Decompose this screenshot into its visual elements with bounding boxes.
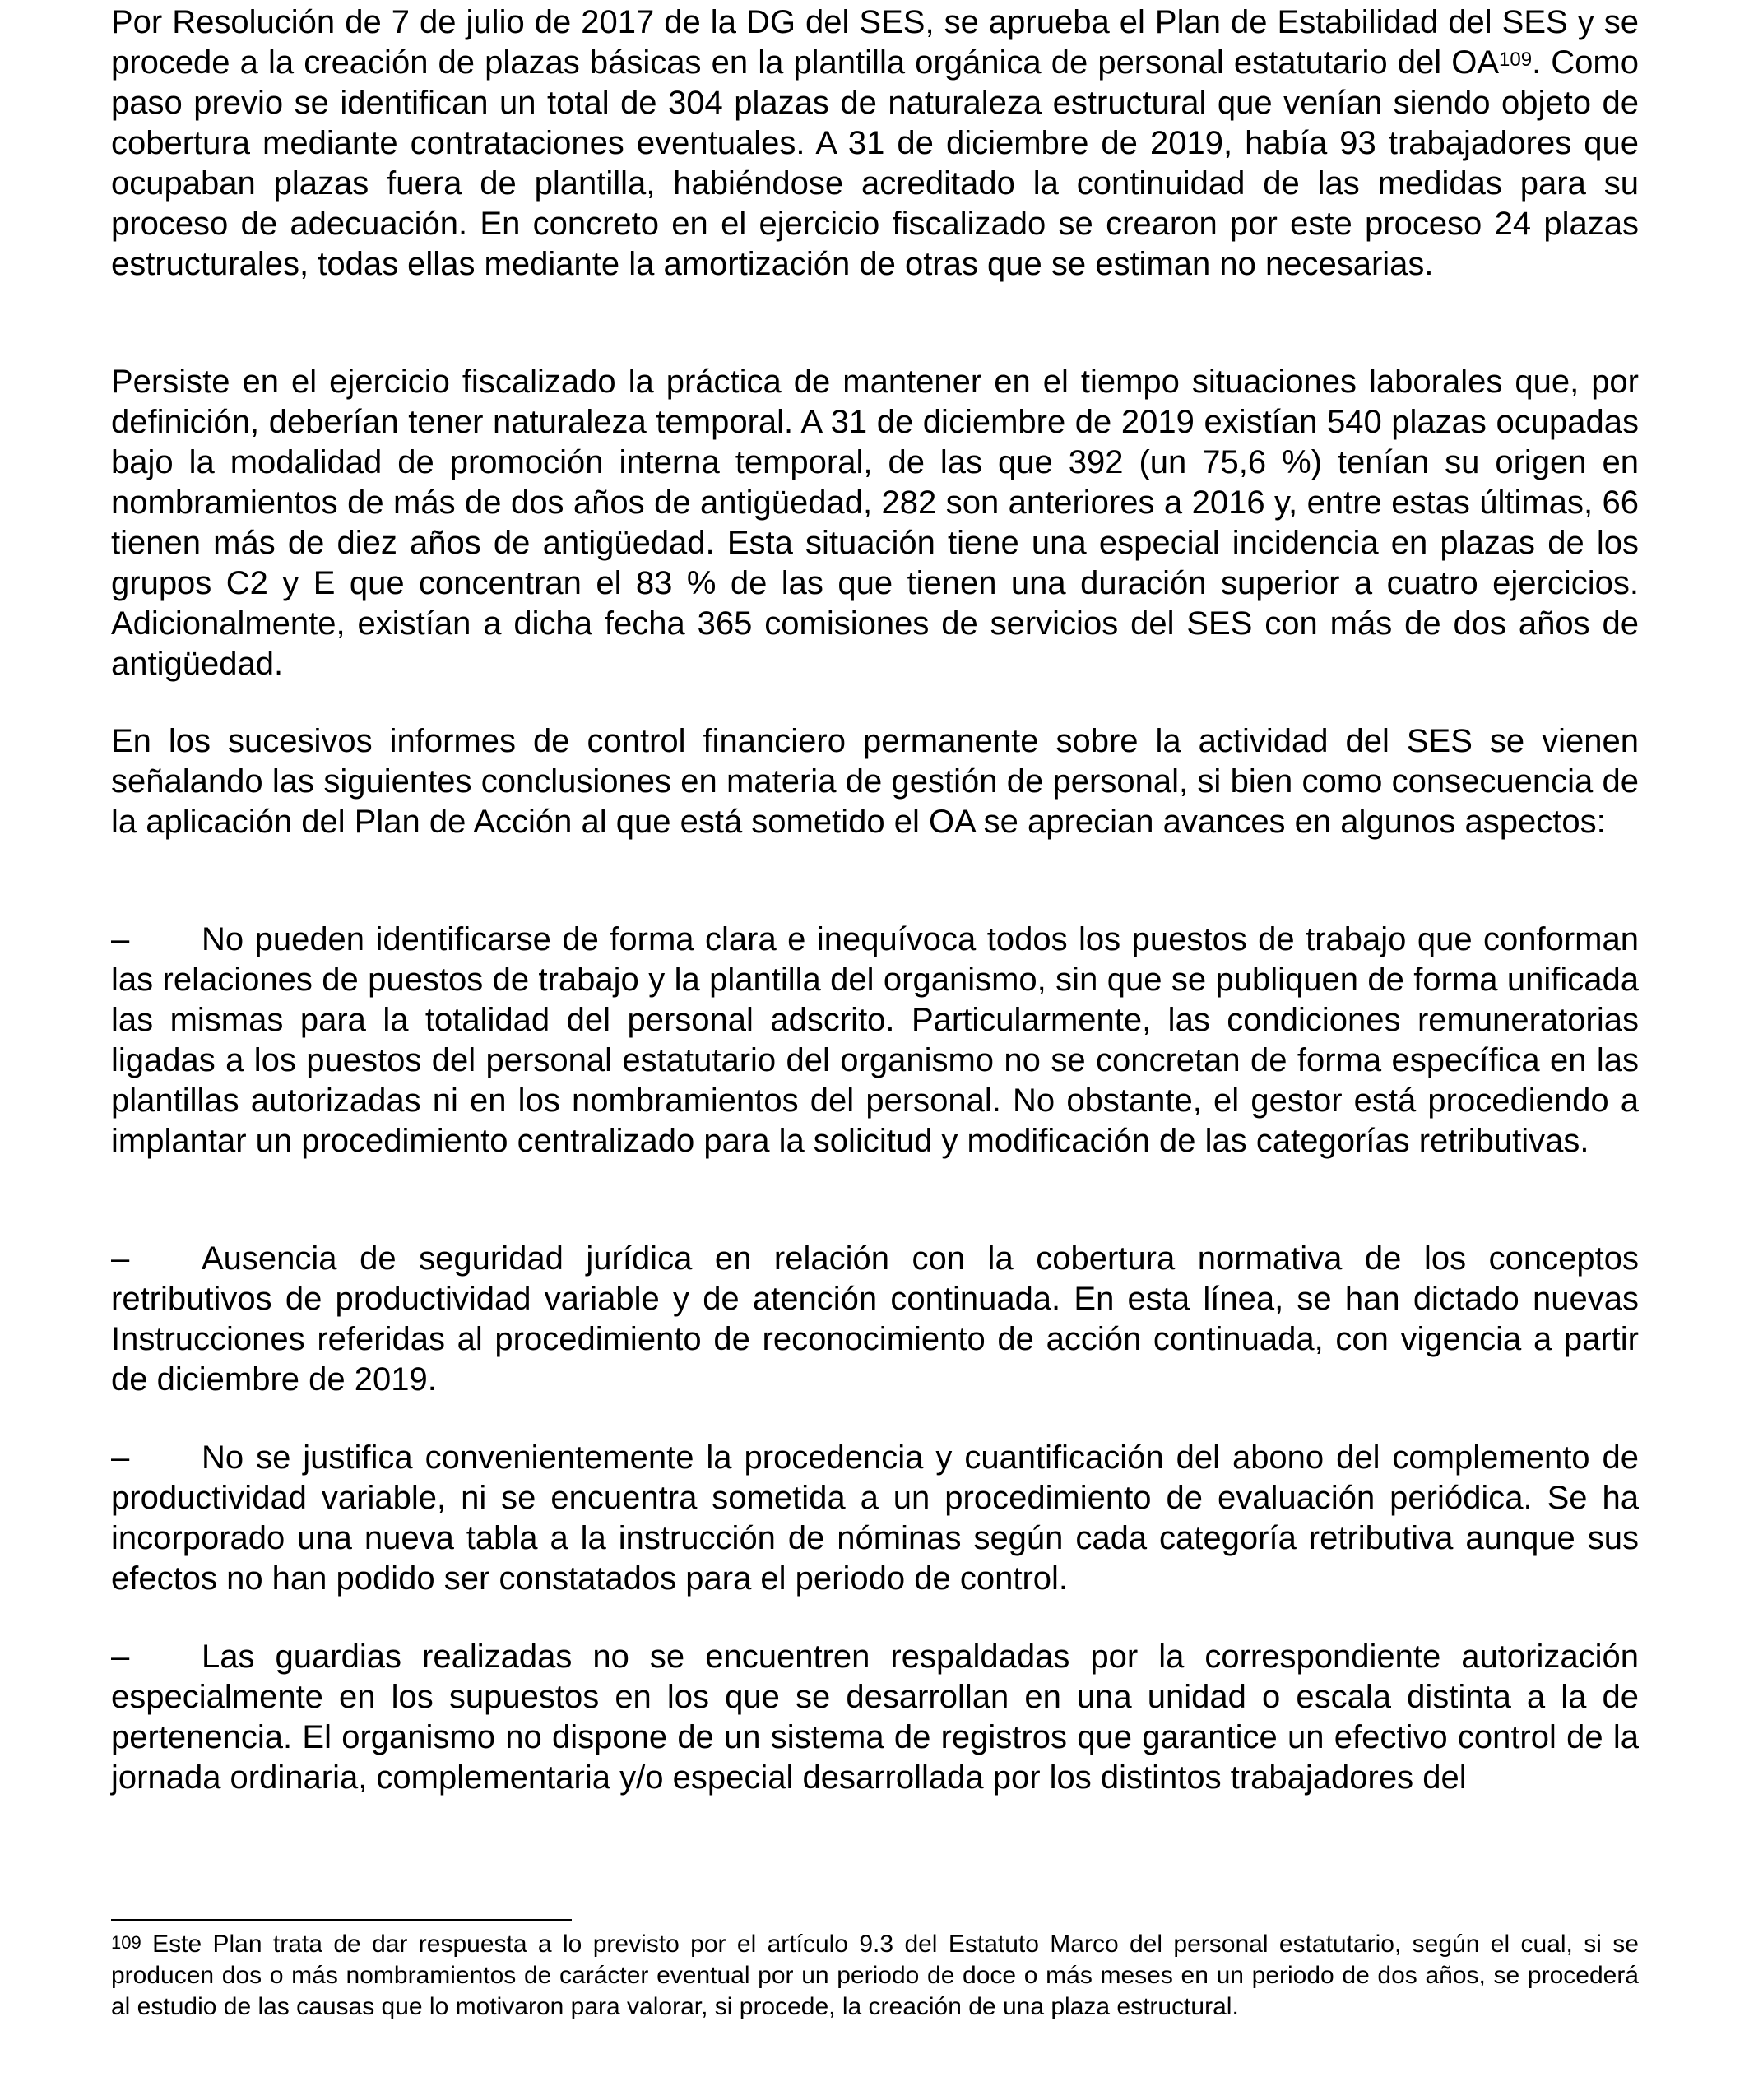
paragraph-text: Por Resolución de 7 de julio de 2017 de la DG del SES, se aprueba el Plan de Estabilidad del SES y se procede a la creación de plazas básicas en la plantilla orgánica de personal estatutario del OA (111, 4, 1639, 81)
bullet-text: No se justifica convenientemente la procedencia y cuantificación del abono del complemento de productividad variable, ni se encuentra sometida a un procedimiento de evaluación periódica. Se ha incorporado una nueva tabla a la instrucción de nóminas según cada categoría retributiva aunque sus efectos no han podido ser constatados para el periodo de control. (111, 1439, 1639, 1597)
bullet-text: Ausencia de seguridad jurídica en relación con la cobertura normativa de los conceptos retributivos de productividad variable y de atención continuada. En esta línea, se han dictado nuevas Instrucciones referidas al procedimiento de reconocimiento de acción continuada, con vigencia a partir de diciembre de 2019. (111, 1240, 1639, 1398)
bullet-text: Las guardias realizadas no se encuentren respaldadas por la correspondiente autorización especialmente en los supuestos en los que se desarrollan en una unidad o escala distinta a la de pertenencia. El organismo no dispone de un sistema de registros que garantice un efectivo control de la jornada ordinaria, complementaria y/o especial desarrollada por los distintos trabajadores del (111, 1639, 1639, 1796)
dash-marker: – (111, 1639, 130, 1675)
footnote-text: Este Plan trata de dar respuesta a lo previsto por el artículo 9.3 del Estatuto Marco del personal estatutario, según el cual, si se producen dos o más nombramientos de carácter eventual por un periodo de doce o más meses en un periodo de dos años, se procederá al estudio de las causas que lo motivaron para valorar, si procede, la creación de una plaza estructural. (111, 1931, 1639, 2020)
dash-marker: – (111, 1240, 130, 1277)
paragraph-text: . Como paso previo se identifican un total de 304 plazas de naturaleza estructural que venían siendo objeto de cobertura mediante contrataciones eventuales. A 31 de diciembre de 2019, había 93 trabajadores que ocupaban plazas fuera de plantilla, habiéndose acreditado la continuidad de las medidas para su proceso de adecuación. En concreto en el ejercicio fiscalizado se crearon por este proceso 24 plazas estructurales, todas ellas mediante la amortización de otras que se estiman no necesarias. (111, 44, 1639, 282)
bullet-item (111, 1239, 1639, 1400)
dash-marker: – (111, 1439, 130, 1476)
bullet-item (111, 1637, 1639, 1798)
footnote-reference[interactable]: 109 (1499, 49, 1533, 71)
paragraph-plan-estabilidad (111, 2, 1639, 285)
footnote-separator (111, 1919, 572, 1921)
bullet-item (111, 1438, 1639, 1599)
paragraph-promocion-interna: Persiste en el ejercicio fiscalizado la práctica de mantener en el tiempo situaciones laborales que, por definición, deberían tener naturaleza temporal. A 31 de diciembre de 2019 existían 540 plazas ocupadas bajo la modalidad de promoción interna temporal, de las que 392 (un 75,6 %) tenían su origen en nombramientos de más de dos años de antigüedad, 282 son anteriores a 2016 y, entre estas últimas, 66 tienen más de diez años de antigüedad. Esta situación tiene una especial incidencia en plazas de los grupos C2 y E que concentran el 83 % de las que tienen una duración superior a cuatro ejercicios. Adicionalmente, existían a dicha fecha 365 comisiones de servicios del SES con más de dos años de antigüedad. (111, 364, 1639, 682)
footnote (111, 1929, 1639, 2023)
dash-marker: – (111, 921, 130, 957)
paragraph-control-financiero: En los sucesivos informes de control financiero permanente sobre la actividad del SES se vienen señalando las siguientes conclusiones en materia de gestión de personal, si bien como consecuencia de la aplicación del Plan de Acción al que está sometido el OA se aprecian avances en algunos aspectos: (111, 723, 1639, 840)
footnote-number: 109 (111, 1932, 141, 1953)
bullet-text: No pueden identificarse de forma clara e inequívoca todos los puestos de trabajo que conforman las relaciones de puestos de trabajo y la plantilla del organismo, sin que se publiquen de forma unificada las mismas para la totalidad del personal adscrito. Particularmente, las condiciones remuneratorias ligadas a los puestos del personal estatutario del organismo no se concretan de forma específica en las plantillas autorizadas ni en los nombramientos del personal. No obstante, el gestor está procediendo a implantar un procedimiento centralizado para la solicitud y modificación de las categorías retributivas. (111, 921, 1639, 1159)
bullet-item (111, 920, 1639, 1161)
